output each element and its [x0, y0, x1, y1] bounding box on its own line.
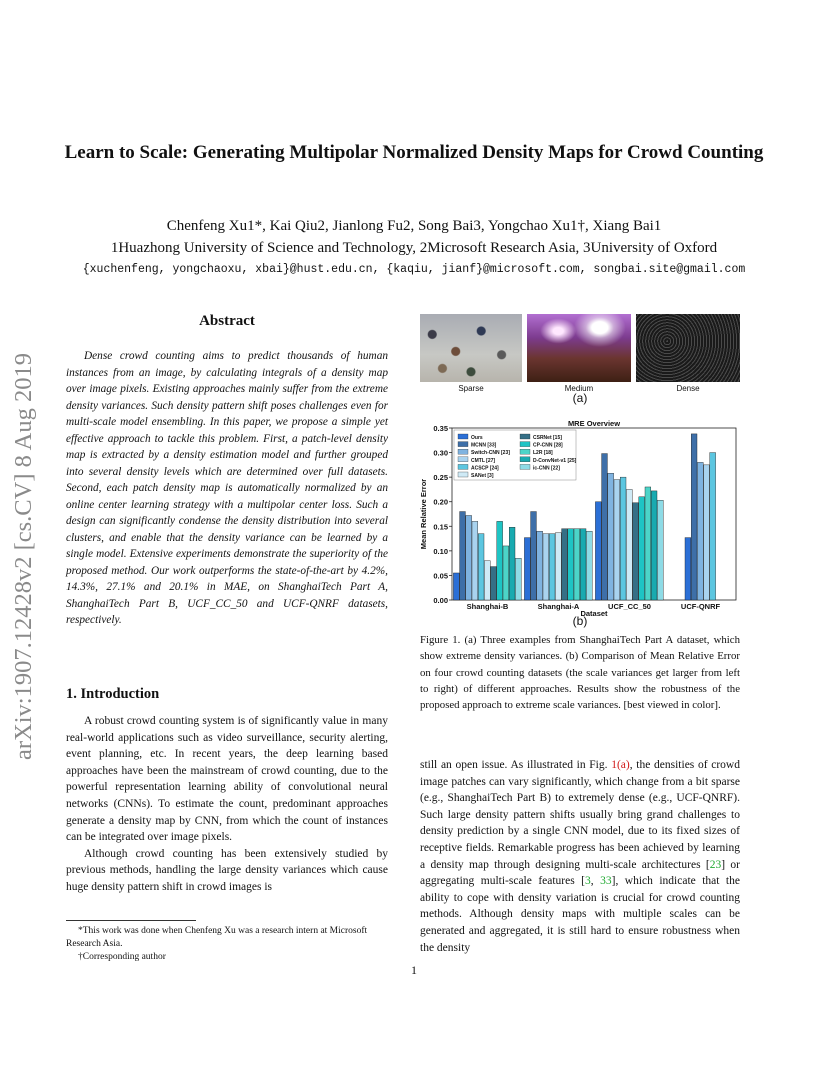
y-tick-label: 0.25: [433, 473, 448, 483]
bar: [537, 531, 543, 600]
citation-3[interactable]: 3: [585, 875, 591, 888]
bar: [453, 573, 459, 600]
bar: [586, 531, 592, 600]
legend-entry: MCNN [33]: [471, 442, 497, 449]
legend-swatch: [520, 442, 530, 447]
bar: [626, 489, 632, 600]
affiliations: 1Huazhong University of Science and Technology, 2Microsoft Research Asia, 3University of Oxford: [110, 240, 718, 256]
legend-swatch: [458, 457, 468, 462]
legend-swatch: [520, 457, 530, 462]
legend-swatch: [458, 472, 468, 477]
y-tick-label: 0.30: [433, 448, 448, 458]
bar: [595, 502, 601, 600]
mre-bar-chart: [414, 418, 744, 616]
legend-swatch: [458, 464, 468, 469]
medium-crowd-image: [527, 314, 631, 382]
y-tick-label: 0.10: [433, 546, 448, 556]
bar: [614, 480, 620, 600]
x-tick-label: Shanghai-A: [537, 602, 580, 611]
bar: [574, 529, 580, 600]
right-column-text: [420, 757, 740, 956]
intro-paragraph-1: A robust crowd counting system is of significantly value in many real-world applications such as video surveillance, security alerting, event planning, etc. In recent years, the deep learning based approaches have been the mainstream of crowd counting, due to the powerful representation learning ability of convolutional neural networks (CNNs). To estimate the count, predominant approaches generate a density map by CNN, from which the count of instances can be integrated over image pixels.: [66, 715, 388, 844]
citation-33[interactable]: 33: [600, 875, 612, 888]
bar: [620, 477, 626, 600]
bar: [645, 487, 651, 600]
legend-entry: ACSCP [24]: [471, 465, 499, 472]
intro-paragraph-2: Although crowd counting has been extensively studied by previous methods, handling the large density variances which cause huge density pattern shift in crowd images is: [66, 847, 388, 893]
bar: [466, 515, 472, 600]
subfigure-a-label: (a): [572, 391, 588, 405]
footnote-2: †Corresponding author: [78, 952, 166, 962]
bar: [710, 453, 716, 600]
bar: [515, 558, 521, 600]
right-text-1: still an open issue. As illustrated in Fig.: [420, 759, 612, 771]
legend-entry: CSRNet [15]: [533, 435, 562, 441]
bar: [704, 465, 710, 600]
bar: [491, 567, 497, 600]
legend-entry: SANet [3]: [471, 473, 494, 479]
author-list: Chenfeng Xu1*, Kai Qiu2, Jianlong Fu2, Song Bai3, Yongchao Xu1†, Xiang Bai1: [166, 218, 662, 234]
bar: [524, 538, 530, 600]
x-tick-label: UCF_CC_50: [608, 602, 651, 611]
bar: [657, 500, 663, 600]
dense-label: Dense: [676, 384, 700, 393]
right-text-3: ] or aggregating multi-scale features [: [420, 858, 740, 888]
legend-swatch: [520, 434, 530, 439]
bar: [509, 527, 515, 600]
sparse-label: Sparse: [458, 384, 484, 393]
bar: [651, 491, 657, 600]
bar: [472, 521, 478, 600]
bar: [484, 561, 490, 600]
bar: [608, 473, 614, 600]
bar: [503, 546, 509, 600]
legend-swatch: [458, 449, 468, 454]
subfigure-b-label: (b): [572, 614, 588, 628]
abstract-heading: Abstract: [199, 313, 255, 329]
legend-entry: L2R [18]: [533, 450, 553, 457]
x-tick-label: UCF-QNRF: [680, 602, 721, 611]
bar: [478, 534, 484, 600]
legend-swatch: [458, 434, 468, 439]
intro-heading: 1. Introduction: [66, 686, 160, 702]
bar: [602, 454, 608, 600]
mre-chart-svg: [414, 418, 744, 616]
bar: [549, 534, 555, 600]
legend-swatch: [520, 449, 530, 454]
legend-entry: ic-CNN [22]: [533, 465, 560, 472]
y-tick-label: 0.35: [433, 424, 448, 433]
author-emails: {xuchenfeng, yongchaoxu, xbai}@hust.edu.cn, {kaqiu, jianf}@microsoft.com, songbai.site@gmail.com: [82, 263, 746, 276]
bar: [580, 529, 586, 600]
legend-swatch: [520, 464, 530, 469]
y-tick-label: 0.00: [433, 596, 448, 605]
figure-1-caption: Figure 1. (a) Three examples from ShanghaiTech Part A dataset, which show extreme density variances. (b) Comparison of Mean Relative Error on four crowd counting datasets (the scale variances get larger from left to right) of different approaches. Results show the robustness of the proposed approach to extreme scale variances. [best viewed in color].: [420, 634, 740, 712]
figure-1a-photos: [420, 314, 740, 393]
bar: [633, 503, 639, 600]
legend-entry: CMTL [27]: [471, 457, 496, 464]
bar: [568, 529, 574, 600]
citation-23[interactable]: 23: [709, 858, 722, 871]
bar: [639, 497, 645, 600]
intro-text: [66, 713, 388, 896]
right-text-5: ], which indicate that the ability to cope with density variation is crucial for crowd counting methods. Although density maps with multiple scales can be generated and aggregated, it is still hard to ensure robustness when the density: [420, 875, 740, 954]
dense-crowd-image: [636, 314, 740, 382]
x-tick-label: Shanghai-B: [466, 602, 509, 611]
footnote-1: *This work was done when Chenfeng Xu was a research intern at Microsoft Research Asia.: [66, 926, 368, 949]
bar: [685, 538, 691, 600]
legend-swatch: [458, 442, 468, 447]
legend-entry: Ours: [471, 435, 483, 441]
bar: [543, 534, 549, 600]
figure-ref-1a[interactable]: 1(a): [611, 759, 630, 771]
x-axis-label: Dataset: [580, 609, 608, 616]
chart-title: MRE Overview: [567, 419, 621, 428]
medium-label: Medium: [564, 384, 594, 393]
y-tick-label: 0.15: [433, 522, 448, 532]
right-text-2: , the densities of crowd image patches can vary significantly, which change from a bit sparse (e.g., ShanghaiTech Part B) to extremely dense (e.g., UCF-QNRF). Such large density pattern shifts usually bring grand challenges to density prediction by a single CNN model, due to its fixed sizes of receptive fields. Remarkable progress has been achieved by learning a density map through designing multi-scale architectures [: [420, 759, 740, 871]
paper-title: Learn to Scale: Generating Multipolar Normalized Density Maps for Crowd Counting: [64, 142, 764, 163]
bar: [691, 434, 697, 600]
arxiv-identifier: [8, 290, 40, 760]
legend-entry: Switch-CNN [23]: [471, 450, 510, 457]
bar: [460, 512, 466, 600]
right-text-4: ,: [590, 875, 601, 888]
abstract-text: Dense crowd counting aims to predict thousands of human instances from an image, by calculating integrals of a density map over image pixels. Existing approaches mainly suffer from the extreme density variances. Such density pattern shift poses challenges even for multi-scale model ensembling. In this paper, we propose a simple yet effective approach to tackle this problem. First, a patch-level density map is extracted by a density estimation model and further grouped into several density levels which are determined over full datasets. Second, each patch density map is automatically normalized by an online center learning strategy with a multipolar center loss. Such a design can significantly condense the density distribution into several clusters, and enable that the density variance can be learned by a single model. Extensive experiments demonstrate the superiority of the proposed method. Our work outperforms the state-of-the-art by 4.2%, 14.3%, 27.1% and 20.1% in MAE, on ShanghaiTech Part A, ShanghaiTech Part B, UCF_CC_50 and UCF-QNRF datasets, respectively.: [66, 350, 388, 626]
y-tick-label: 0.05: [433, 571, 448, 581]
sparse-crowd-image: [420, 314, 522, 382]
bar: [497, 521, 503, 600]
y-axis-label: Mean Relative Error: [419, 478, 428, 550]
bar: [697, 462, 703, 600]
footnote-divider: [66, 920, 196, 921]
bar: [562, 529, 568, 600]
bar: [531, 512, 537, 600]
footnotes: [66, 925, 388, 964]
page-number: 1: [411, 963, 417, 977]
legend-entry: D-ConvNet-v1 [25]: [533, 457, 577, 464]
bar: [555, 533, 561, 600]
y-tick-label: 0.20: [433, 497, 448, 507]
arxiv-identifier-text: arXiv:1907.12428v2 [cs.CV] 8 Aug 2019: [10, 353, 37, 760]
legend-entry: CP-CNN [28]: [533, 442, 563, 449]
